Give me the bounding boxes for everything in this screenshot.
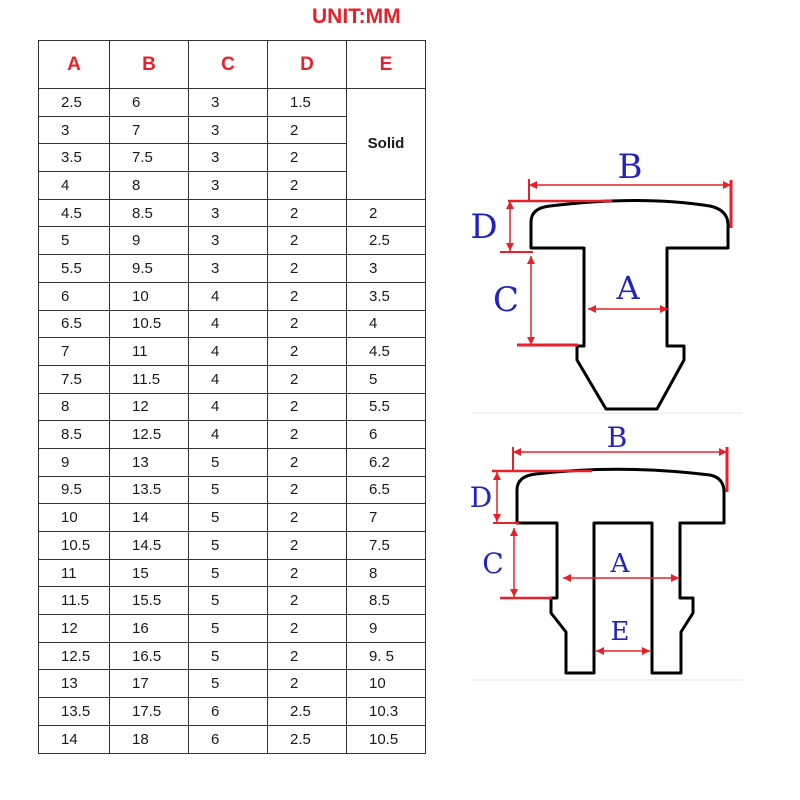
table-cell-a: 12.5 — [39, 642, 110, 670]
header-e: E — [347, 41, 426, 89]
table-cell-c: 6 — [189, 698, 268, 726]
table-cell-b: 14 — [110, 504, 189, 532]
table-cell-a: 4.5 — [39, 199, 110, 227]
table-cell-e: 10.3 — [347, 698, 426, 726]
table-cell-b: 6 — [110, 89, 189, 117]
table-cell-d: 2 — [268, 393, 347, 421]
dim-e-label: E — [610, 617, 630, 647]
table-cell-d: 2 — [268, 615, 347, 643]
table-cell-b: 9 — [110, 227, 189, 255]
table-cell-b: 9.5 — [110, 255, 189, 283]
table-cell-b: 17.5 — [110, 698, 189, 726]
table-cell-a: 11 — [39, 559, 110, 587]
table-cell-b: 7.5 — [110, 144, 189, 172]
table-cell-c: 3 — [189, 172, 268, 200]
table-cell-d: 2 — [268, 310, 347, 338]
table-cell-c: 3 — [189, 255, 268, 283]
table-cell-b: 10.5 — [110, 310, 189, 338]
table-cell-e: 2 — [347, 199, 426, 227]
table-cell-e: 2.5 — [347, 227, 426, 255]
dim-d-label: D — [470, 207, 498, 247]
table-cell-d: 2 — [268, 559, 347, 587]
table-cell-a: 10.5 — [39, 532, 110, 560]
table-cell-a: 5.5 — [39, 255, 110, 283]
table-cell-d: 2 — [268, 670, 347, 698]
header-a: A — [39, 41, 110, 89]
table-cell-d: 2 — [268, 421, 347, 449]
table-cell-d: 2 — [268, 365, 347, 393]
table-cell-c: 4 — [189, 282, 268, 310]
table-cell-c: 5 — [189, 615, 268, 643]
table-cell-d: 2 — [268, 172, 347, 200]
table-cell-b: 11 — [110, 338, 189, 366]
table-cell-c: 5 — [189, 476, 268, 504]
table-cell-a: 10 — [39, 504, 110, 532]
table-cell-d: 2 — [268, 532, 347, 560]
dim-d-label: D — [469, 481, 493, 514]
table-cell-b: 14.5 — [110, 532, 189, 560]
table-cell-c: 4 — [189, 310, 268, 338]
table-cell-a: 6.5 — [39, 310, 110, 338]
table-cell-b: 15.5 — [110, 587, 189, 615]
table-cell-b: 15 — [110, 559, 189, 587]
table-cell-e: 5 — [347, 365, 426, 393]
table-cell-d: 2 — [268, 116, 347, 144]
table-cell-c: 5 — [189, 559, 268, 587]
dim-a-label: A — [610, 549, 630, 579]
table-cell-d: 2.5 — [268, 698, 347, 726]
table-cell-e: 6 — [347, 421, 426, 449]
table-cell-e: 9. 5 — [347, 642, 426, 670]
table-cell-c: 3 — [189, 116, 268, 144]
table-cell-c: 5 — [189, 448, 268, 476]
table-cell-b: 12 — [110, 393, 189, 421]
table-cell-a: 11.5 — [39, 587, 110, 615]
dim-c-label: C — [482, 547, 504, 580]
table-cell-a: 13.5 — [39, 698, 110, 726]
table-cell-c: 4 — [189, 393, 268, 421]
table-cell-d: 2 — [268, 338, 347, 366]
table-cell-c: 6 — [189, 725, 268, 753]
table-cell-d: 2 — [268, 199, 347, 227]
table-cell-c: 4 — [189, 338, 268, 366]
table-cell-e: 5.5 — [347, 393, 426, 421]
table-cell-a: 8.5 — [39, 421, 110, 449]
table-cell-b: 17 — [110, 670, 189, 698]
table-cell-b: 8 — [110, 172, 189, 200]
table-cell-a: 2.5 — [39, 89, 110, 117]
table-cell-b: 16.5 — [110, 642, 189, 670]
table-cell-a: 7.5 — [39, 365, 110, 393]
table-cell-c: 5 — [189, 642, 268, 670]
header-d: D — [268, 41, 347, 89]
table-cell-e: 10 — [347, 670, 426, 698]
table-cell-c: 3 — [189, 89, 268, 117]
table-cell-d: 2.5 — [268, 725, 347, 753]
table-cell-e: 8.5 — [347, 587, 426, 615]
table-cell-e: 4.5 — [347, 338, 426, 366]
header-b: B — [110, 41, 189, 89]
table-cell-d: 2 — [268, 448, 347, 476]
table-cell-d: 2 — [268, 642, 347, 670]
table-cell-d: 2 — [268, 255, 347, 283]
header-c: C — [189, 41, 268, 89]
table-cell-e: 10.5 — [347, 725, 426, 753]
dim-c-label: C — [492, 280, 520, 320]
table-cell-b: 10 — [110, 282, 189, 310]
table-cell-d: 2 — [268, 227, 347, 255]
table-cell-a: 9 — [39, 448, 110, 476]
table-cell-d: 2 — [268, 476, 347, 504]
table-cell-c: 5 — [189, 532, 268, 560]
table-cell-a: 4 — [39, 172, 110, 200]
dim-b-label: B — [617, 147, 643, 187]
table-cell-b: 8.5 — [110, 199, 189, 227]
table-cell-e: 6.5 — [347, 476, 426, 504]
table-cell-e: 6.2 — [347, 448, 426, 476]
table-cell-a: 6 — [39, 282, 110, 310]
table-cell-d: 2 — [268, 504, 347, 532]
table-cell-c: 5 — [189, 504, 268, 532]
unit-label: UNIT:MM — [312, 5, 401, 28]
table-cell-b: 11.5 — [110, 365, 189, 393]
table-cell-b: 13.5 — [110, 476, 189, 504]
table-cell-b: 18 — [110, 725, 189, 753]
table-cell-c: 3 — [189, 144, 268, 172]
table-cell-a: 3.5 — [39, 144, 110, 172]
table-cell-a: 3 — [39, 116, 110, 144]
table-cell-a: 7 — [39, 338, 110, 366]
table-cell-c: 3 — [189, 199, 268, 227]
solid-plug-diagram — [470, 147, 731, 409]
table-cell-c: 4 — [189, 421, 268, 449]
table-cell-a: 9.5 — [39, 476, 110, 504]
table-cell-e: 8 — [347, 559, 426, 587]
table-cell-e-solid: Solid — [347, 89, 426, 200]
dim-a-label: A — [616, 269, 640, 307]
table-cell-e: 3 — [347, 255, 426, 283]
table-cell-e: 7.5 — [347, 532, 426, 560]
hollow-plug-diagram — [470, 421, 727, 673]
table-cell-d: 2 — [268, 144, 347, 172]
table-cell-e: 9 — [347, 615, 426, 643]
table-cell-e: 7 — [347, 504, 426, 532]
table-cell-c: 4 — [189, 365, 268, 393]
table-cell-d: 2 — [268, 282, 347, 310]
table-cell-d: 1.5 — [268, 89, 347, 117]
table-cell-b: 13 — [110, 448, 189, 476]
table-cell-a: 12 — [39, 615, 110, 643]
table-cell-b: 7 — [110, 116, 189, 144]
table-cell-a: 14 — [39, 725, 110, 753]
table-cell-c: 5 — [189, 670, 268, 698]
table-cell-a: 5 — [39, 227, 110, 255]
table-cell-b: 16 — [110, 615, 189, 643]
table-cell-e: 3.5 — [347, 282, 426, 310]
table-cell-e: 4 — [347, 310, 426, 338]
table-cell-c: 5 — [189, 587, 268, 615]
table-cell-a: 13 — [39, 670, 110, 698]
dim-b-label: B — [606, 421, 628, 454]
table-cell-d: 2 — [268, 587, 347, 615]
table-cell-c: 3 — [189, 227, 268, 255]
table-cell-b: 12.5 — [110, 421, 189, 449]
table-cell-a: 8 — [39, 393, 110, 421]
